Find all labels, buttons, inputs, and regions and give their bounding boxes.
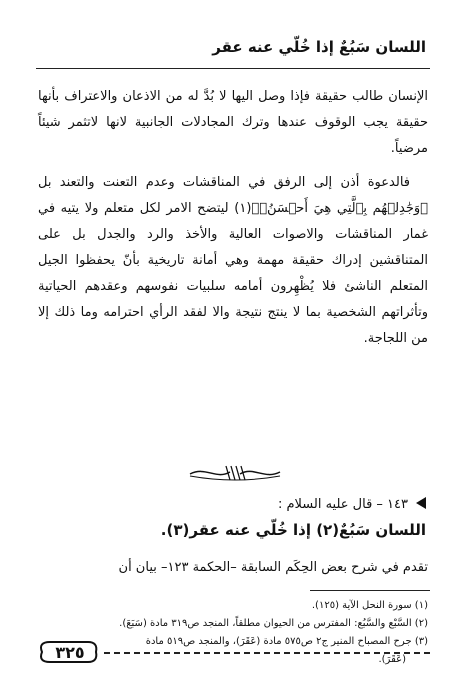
- paragraph-1: [38, 84, 428, 162]
- footer-dashed-line: [104, 652, 430, 654]
- page-number: ٣٢٥: [55, 643, 85, 662]
- running-head: اللسان سَبُعٌ إذا خُلّي عنه عقر: [212, 38, 426, 56]
- header-rule: [36, 68, 430, 69]
- paragraph-text: الإنسان طالب حقيقة فإذا وصل اليها لا بُدَّ له من الاذعان والاعتراف بأنها حقيقة يجب الوقوف عندها وترك المجادلات الجانبية لانها لاتثمر شيئاً مرضياً.: [38, 89, 428, 156]
- paragraph-2: [38, 170, 428, 352]
- ornament-divider-icon: [186, 462, 284, 484]
- footnote-rule: [310, 590, 430, 591]
- page-footer: [36, 640, 430, 666]
- saying-number: ١٤٣ – قال عليه السلام :: [277, 497, 408, 512]
- triangle-marker-icon: [416, 497, 426, 509]
- saying-title: اللسان سَبُعٌ(٢) إذا خُلّي عنه عقر(٣).: [160, 521, 426, 539]
- footnote-3-continued: (عَقَرَ).: [378, 654, 406, 665]
- footnote-2: (٢) السَّبْع والسَّبُع: المفترس من الحيوان مطلقاً، المنجد ص٣١٩ مادة (سَبَعَ).: [119, 618, 428, 629]
- footnote-1: (١) سورة النحل الآية (١٢٥).: [311, 600, 428, 611]
- footnote-3: (٣) جرح المصباح المنير ج٢ ص٥٧٥ مادة (عَقَرَ)، والمنجد ص٥١٩ مادة: [145, 636, 428, 647]
- intro-line: تقدم في شرح بعض الحِكَم السابقة –الحكمة ١٢٣– بيان أن: [118, 560, 428, 575]
- saying-number-line: [278, 497, 426, 512]
- paragraph-text: فالدعوة أذن إلى الرفق في المناقشات وعدم التعنت والتعند بل ﴿وَجَٰدِلۡهُم بِٱلَّتِي هِيَ أَحۡسَنُۚ﴾(١) ليتضح الامر لكل متعلم ولا يتيه في غمار المناقشات والاصوات العالية والأخذ والرد والجدل بل على المتناقشين إدراك حقيقة مهمة وهي أمانة تاريخية بأنّ يحفظوا الجيل المتعلم الناشئ فلا يُظْهِرون أمامه سلبيات نفوسهم وعقدهم الحياتية وتأثراتهم الشخصية بما لا ينتج نتيجة والا لفقد الرأي احترامه وما ذلك إلا من اللجاجة.: [38, 175, 428, 346]
